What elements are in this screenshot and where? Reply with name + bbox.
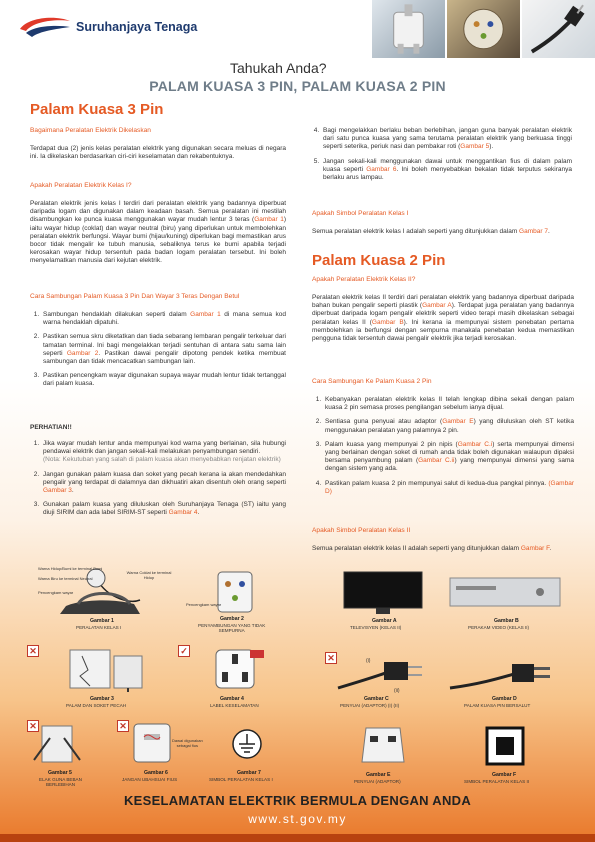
list-item: 5. Jangan sekali-kali menggunakan dawai untuk menggantikan fius di dalam palam kuasa seperti Gambar 6. Ini boleh menyebabkan bekalan tidak terputus sekiranya berlaku arus lampau. (321, 158, 572, 183)
figure-gambar-3 (30, 646, 174, 712)
figure-caption: LABEL KESELAMATAN (210, 703, 259, 708)
figure-gambar-4 (180, 646, 290, 712)
subheading-symbol-class2: Apakah Simbol Peralatan Kelas II (312, 527, 411, 534)
figure-gambar-a (318, 566, 448, 632)
sirim-plug-icon (180, 646, 290, 692)
list-item: 1. Sambungan hendaklah dilakukan seperti dalam Gambar 1 di mana semua kod warna hendaklah dipatuhi. (41, 311, 286, 327)
figure-title: Gambar 2 (220, 616, 244, 622)
figure-caption: ELAK GUNA BEBAN BERLEBIHAN (39, 777, 82, 787)
adapter-icon (318, 722, 448, 768)
cross-mark-icon: ✕ (325, 652, 337, 664)
figure-title: Gambar 1 (90, 618, 114, 624)
figure-gambar-b (440, 566, 570, 632)
figure-gambar-f (440, 722, 570, 786)
figure-gambar-6 (110, 720, 203, 786)
paragraph-intro: Terdapat dua (2) jenis kelas peralatan elektrik yang digunakan secara meluas di negara ini. Ia dikelaskan berdasarkan ciri-ciri keselamatan dan rekabentuknya. (30, 145, 286, 161)
label-neutral: Warna Biru ke terminal Neutral (38, 576, 93, 581)
label-earth: Warna Hidup/Bumi ke terminal Bumi (38, 566, 103, 571)
subheading-symbol-class1: Apakah Simbol Peralatan Kelas I (312, 210, 409, 217)
subheading-classification: Bagaimana Peralatan Elektrik Dikelaskan (30, 127, 151, 134)
label-i: (i) (366, 658, 371, 664)
paragraph-class1: Peralatan elektrik jenis kelas I terdiri dari peralatan elektrik yang badannya diperbuat daripada logam dan digunakan dalam keadaan basah. Semua peralatan ini mestilah disambungkan ke punca kuasa menggunakan wayar mudah lentur 3 teras (Gambar 1) iaitu wayar hidup (coklat) dan wayar neutral (biru) yang diperlukan untuk membolehkan peralatan elektrik berfungsi. Wayar bumi (hijau/kuning) diperlukan bagi memastikan arus bocor tidak mengalir ke tubuh manusia, sebaliknya terus ke bumi apabila terjadi kerosakan wayar hidup tersentuh pada badan logam peralatan tersebut. Ini boleh menyelamatkan manusia dari kejutan elektrik. (30, 200, 286, 265)
wiring-steps-list (30, 311, 286, 395)
plug-open-icon (180, 570, 290, 614)
figure-title: Gambar F (492, 772, 517, 778)
list-item: 3. Palam kuasa yang mempunyai 2 pin nipis (Gambar C.i) serta mempunyai dimensi yang berlainan dengan soket di rumah anda tidak boleh digunakan walaupun dipaksi bersama penyambung palam (Gambar C.ii) yang mempunyai dimensi yang sama dengan sistem yang ada. (323, 441, 574, 474)
list-item: 2. Sentiasa guna penyuai atau adaptor (Gambar E) yang diluluskan oleh ST ketika menggunakan peralatan yang palamnya 2 pin. (323, 418, 574, 434)
figure-gambar-2 (180, 570, 290, 640)
figure-title: Gambar C (364, 696, 389, 702)
figure-title: Gambar 4 (220, 696, 244, 702)
list-item: 1. Jika wayar mudah lentur anda mempunyai kod warna yang berlainan, sila hubungi pendawai elektrik dan jangan sekali-kali melakukan penyambungan sendiri. (Nota: Kekutuban yang salah di palam kuasa akan menyebabkan renjatan elektrik) (41, 440, 286, 465)
subheading-2pin-wiring: Cara Sambungan Ke Palam Kuasa 2 Pin (312, 378, 432, 385)
figure-gambar-5 (20, 720, 95, 786)
insulated-pin-plug-icon (440, 652, 570, 696)
plug-photo-2 (447, 0, 520, 58)
figure-title: Gambar 3 (90, 696, 114, 702)
check-mark-icon: ✓ (178, 645, 190, 657)
overload-socket-icon (20, 720, 95, 766)
logo (16, 12, 226, 42)
figure-gambar-1 (30, 564, 174, 634)
adapter-plug-icon (318, 652, 448, 696)
earth-symbol-icon (205, 720, 290, 766)
figure-title: Gambar 5 (48, 770, 72, 776)
figure-caption: PENYUAI (ADAPTOR) (I) (II) (340, 703, 400, 708)
list-item: 3. Gunakan palam kuasa yang diluluskan oleh Suruhanjaya Tenaga (ST) iaitu yang diuji SIRIM dan ada label SIRIM-ST seperti Gambar 4. (41, 501, 286, 517)
plug-photo-3 (522, 0, 595, 58)
figure-title: Gambar 7 (237, 770, 261, 776)
header-photo-strip (372, 0, 595, 58)
figure-gambar-d (440, 652, 570, 712)
subheading-3pin-wiring: Cara Sambungan Palam Kuasa 3 Pin Dan Wayar 3 Teras Dengan Betul (30, 293, 240, 300)
footer-strip (0, 834, 595, 842)
figure-title: Gambar E (366, 772, 391, 778)
footer-url-link[interactable]: www.st.gov.my (248, 812, 347, 826)
warning-heading: PERHATIAN!! (30, 424, 72, 431)
figure-caption: JANGAN UBAHSUAI FIUS (122, 777, 178, 782)
paragraph-class2: Peralatan elektrik kelas II terdiri dari peralatan elektrik yang badannya diperbuat daripada bahan bukan pengalir seperti plastik (Gambar A). Terdapat juga peralatan yang badannya diperbuat daripada logam pengalir elektrik seperti video terapi masih dikelaskan sebagai peralatan kelas II (Gambar B). Ini kerana ia mempunyai sistem penebatan pertama membolehkan ia berfungsi dengan sempurna manakala penebatan kedua memastikan pengguna tidak tersentuh dawai pengalir elektrik jika terjadi kerosakan. (312, 294, 574, 343)
list-item: 3. Pastikan pencengkam wayar digunakan supaya wayar mudah lentur tidak tertanggal dari palam kuasa. (41, 372, 286, 388)
wiring-steps-list-continued (310, 127, 572, 188)
figure-title: Gambar A (372, 618, 397, 624)
figure-title: Gambar 6 (144, 770, 168, 776)
figure-caption: PENYUAI (ADAPTOR) (354, 779, 401, 784)
list-item: 2. Pastikan semua skru diketatkan dan tiada sebarang lembaran pengalir terkeluar dari tamatan terminal. Ini bagi mengelakkan terjadi sentuhan di antara satu sama lain seperti Gambar 2. Pastikan dawai pengalir dipotong pendek ketika membuat sambungan dan tidak mencacatkan sambungan lain. (41, 333, 286, 366)
figure-caption: PERALATAN KELAS I (76, 625, 122, 630)
plug-photo-1 (372, 0, 445, 58)
logo-swoosh-icon (16, 13, 78, 41)
list-item: 1. Kebanyakan peralatan elektrik kelas II telah lengkap dibina sekali dengan palam kuasa 2 pin semasa proses pengilangan sebelum ianya dijual. (323, 396, 574, 412)
figure-caption: PERAKAM VIDEO (KELAS II) (468, 625, 530, 630)
figure-caption: PENYAMBUNGAN YANG TIDAK SEMPURNA (198, 623, 266, 633)
cross-mark-icon: ✕ (27, 645, 39, 657)
section-title-2pin: Palam Kuasa 2 Pin (312, 252, 446, 269)
list-item: 4. Bagi mengelakkan berlaku beban berlebihan, jangan guna banyak peralatan elektrik dari satu punca kuasa yang sama terutama peralatan elektrik yang berkuasa tinggi seperti seterika, periuk nasi dan pembakar roti (Gambar 5). (321, 127, 572, 152)
figure-gambar-e (318, 722, 448, 786)
list-item: 2. Jangan gunakan palam kuasa dan soket yang pecah kerana ia akan mendedahkan pengalir yang terdapat di dalamnya dan dikhuatiri akan disentuh oleh orang seperti Gambar 3. (41, 471, 286, 496)
figure-title: Gambar B (494, 618, 519, 624)
television-icon (318, 566, 448, 616)
paragraph-symbol-class1: Semua peralatan elektrik kelas I adalah seperti yang ditunjukkan dalam Gambar 7. (312, 228, 550, 235)
headline: PALAM KUASA 3 PIN, PALAM KUASA 2 PIN (149, 78, 446, 94)
section-title-3pin: Palam Kuasa 3 Pin (30, 101, 164, 118)
label-ii: (ii) (394, 688, 400, 694)
figure-caption: PALAM KUASA PIN BERSALUT (464, 703, 531, 708)
figure-caption: SIMBOL PERALATAN KELAS I (209, 777, 273, 782)
figure-gambar-c (318, 652, 448, 712)
label-grip: Pencengkam wayar (38, 590, 74, 595)
video-recorder-icon (440, 566, 570, 616)
label-wire-fuse: Dawai digunakan sebagai fius (172, 738, 203, 748)
subheading-class1: Apakah Peralatan Elektrik Kelas I? (30, 182, 132, 189)
double-insulation-symbol-icon (440, 722, 570, 768)
figure-caption: PALAM DAN SOKET PECAH (66, 703, 127, 708)
list-item: 4. Pastikan palam kuasa 2 pin mempunyai salut di kedua-dua pangkal pinnya. (Gambar D) (323, 480, 574, 496)
figure-gambar-7 (205, 720, 290, 786)
brand-name: Suruhanjaya Tenaga (76, 20, 198, 34)
subheading-class2: Apakah Peralatan Elektrik Kelas II? (312, 276, 416, 283)
2pin-steps-list (312, 396, 574, 502)
figure-caption: TELEVISYEN (KELAS II) (350, 625, 402, 630)
footer-slogan: KESELAMATAN ELEKTRIK BERMULA DENGAN ANDA (123, 793, 472, 808)
figure-caption: SIMBOL PERALATAN KELAS II (464, 779, 530, 784)
warning-list (30, 440, 286, 524)
label-grip: Pencengkam wayar (186, 602, 222, 607)
paragraph-symbol-class2: Semua peralatan elektrik kelas II adalah seperti yang ditunjukkan dalam Gambar F. (312, 545, 552, 552)
cross-mark-icon: ✕ (27, 720, 39, 732)
tagline: Tahukah Anda? (230, 60, 327, 76)
figure-title: Gambar D (492, 696, 517, 702)
broken-socket-icon (30, 646, 174, 692)
cross-mark-icon: ✕ (117, 720, 129, 732)
label-live: Warna Coklat ke terminal Hidup (126, 570, 172, 580)
